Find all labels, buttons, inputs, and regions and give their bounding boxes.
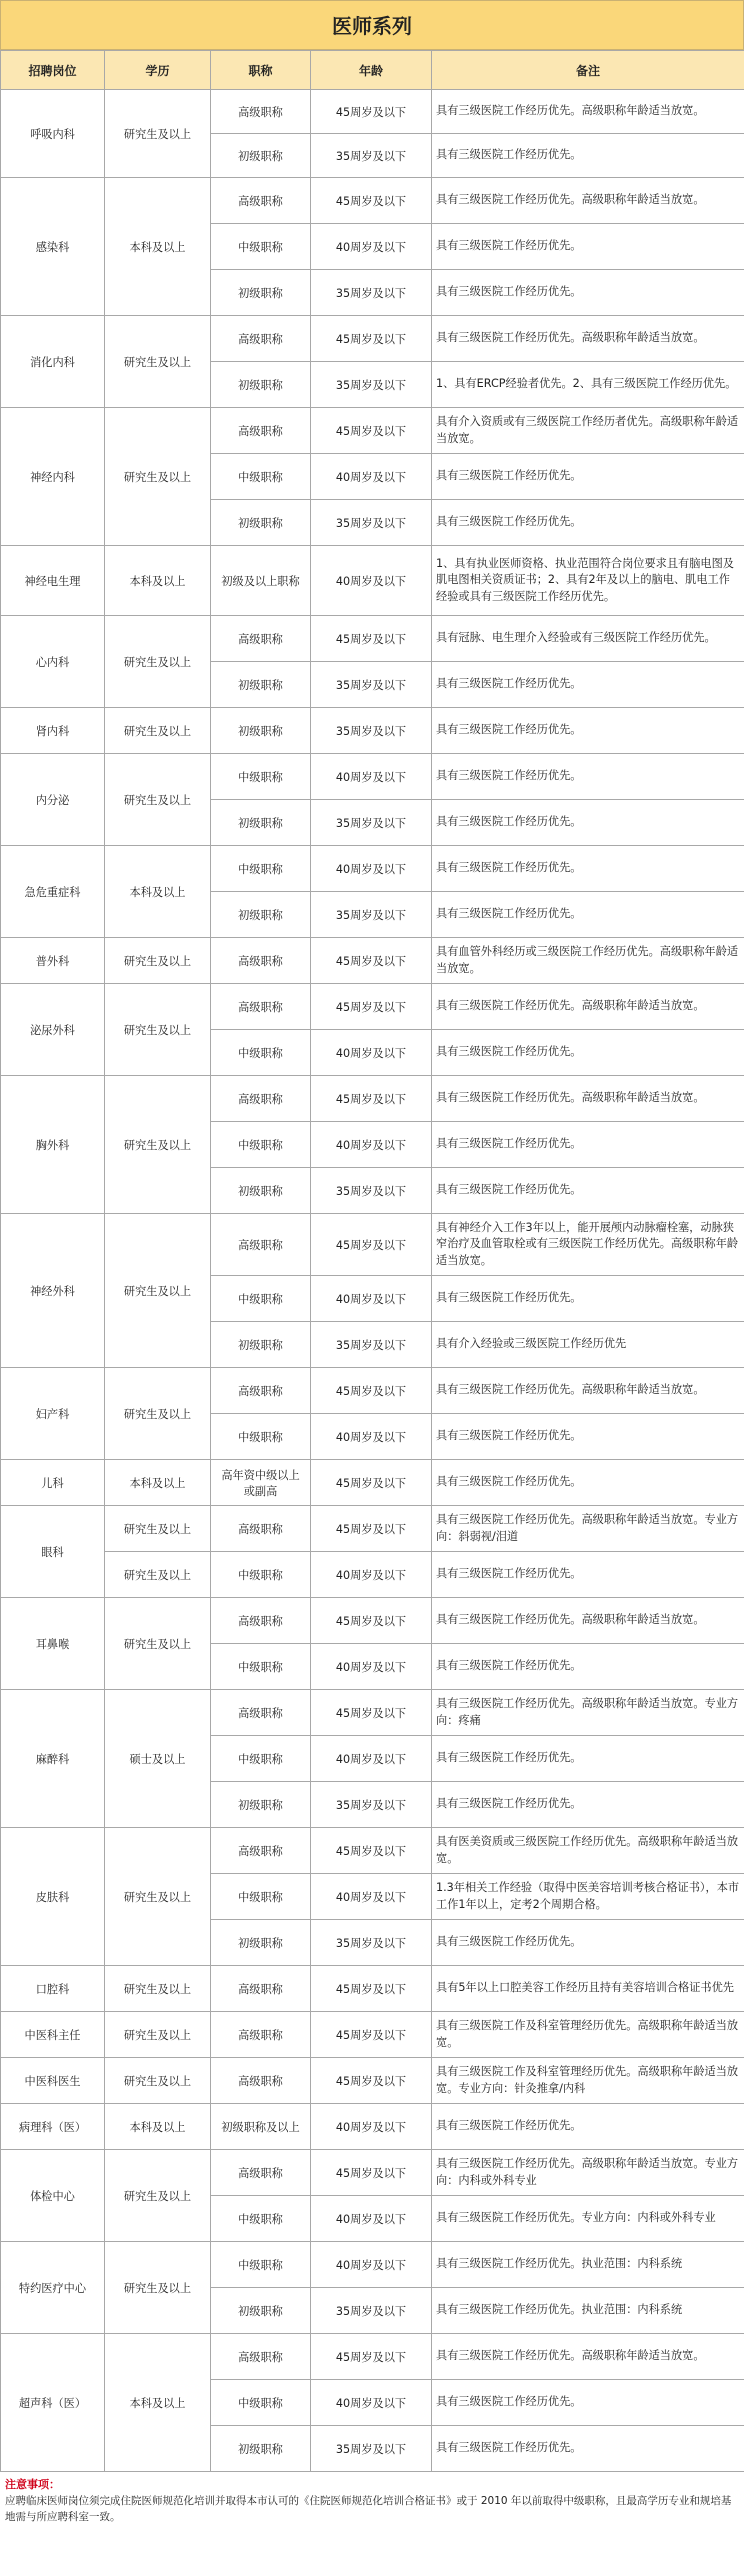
title-cell: 高级职称 [211,1076,311,1122]
table-row [1,938,744,984]
title-cell: 高年资中级以上或副高 [211,1460,311,1506]
remark-cell: 具有三级医院工作经历优先。高级职称年龄适当放宽。 [432,316,744,362]
title-cell: 高级职称 [211,2058,311,2104]
education-cell: 研究生及以上 [105,2242,211,2334]
education-cell: 研究生及以上 [105,1552,211,1598]
remark-cell: 具有三级医院工作经历优先。高级职称年龄适当放宽。 [432,984,744,1030]
remark-cell: 具有三级医院工作经历优先。执业范围：内科系统 [432,2288,744,2334]
position-cell: 超声科（医） [1,2334,105,2472]
title-cell: 高级职称 [211,1214,311,1276]
title-cell: 初级及以上职称 [211,546,311,616]
age-cell: 45周岁及以下 [311,2334,432,2380]
position-cell: 口腔科 [1,1966,105,2012]
recruitment-table [0,50,744,2472]
remark-cell: 具有三级医院工作经历优先。 [432,2380,744,2426]
table-row [1,408,744,454]
title-cell: 高级职称 [211,1828,311,1874]
remark-cell: 具有介入资质或有三级医院工作经历者优先。高级职称年龄适当放宽。 [432,408,744,454]
title-cell: 中级职称 [211,224,311,270]
position-cell: 急危重症科 [1,846,105,938]
table-row [1,1598,744,1644]
table-row [1,1506,744,1552]
education-cell: 研究生及以上 [105,1598,211,1690]
age-cell: 45周岁及以下 [311,1828,432,1874]
title-cell: 中级职称 [211,1736,311,1782]
title-cell: 中级职称 [211,1122,311,1168]
position-cell: 心内科 [1,616,105,708]
position-cell: 耳鼻喉 [1,1598,105,1690]
age-cell: 45周岁及以下 [311,984,432,1030]
age-cell: 40周岁及以下 [311,1644,432,1690]
table-row [1,616,744,662]
remark-cell: 具有医美资质或三级医院工作经历优先。高级职称年龄适当放宽。 [432,1828,744,1874]
age-cell: 40周岁及以下 [311,846,432,892]
remark-cell: 具有三级医院工作经历优先。 [432,708,744,754]
education-cell: 研究生及以上 [105,2058,211,2104]
remark-cell: 具有三级医院工作经历优先。高级职称年龄适当放宽。 [432,1598,744,1644]
remark-cell: 具有三级医院工作经历优先。 [432,892,744,938]
table-row [1,846,744,892]
title-cell: 高级职称 [211,2334,311,2380]
education-cell: 硕士及以上 [105,1690,211,1828]
remark-cell: 具有三级医院工作经历优先。 [432,454,744,500]
remark-cell: 具有三级医院工作经历优先。 [432,1276,744,1322]
title-cell: 中级职称 [211,454,311,500]
position-cell: 胸外科 [1,1076,105,1214]
age-cell: 45周岁及以下 [311,1214,432,1276]
title-cell: 初级职称 [211,270,311,316]
title-cell: 高级职称 [211,316,311,362]
age-cell: 40周岁及以下 [311,546,432,616]
remark-cell: 具有三级医院工作经历优先。 [432,1414,744,1460]
position-cell: 体检中心 [1,2150,105,2242]
table-row [1,1368,744,1414]
table-body [1,90,744,2472]
notes-text: 应聘临床医师岗位须完成住院医师规范化培训并取得本市认可的《住院医师规范化培训合格证书》或于 2010 年以前取得中级职称，且最高学历专业和规培基地需与所应聘科室一致。 [5,2495,732,2524]
header-title: 职称 [211,51,311,90]
title-cell: 高级职称 [211,616,311,662]
remark-cell: 具有三级医院工作经历优先。 [432,1030,744,1076]
age-cell: 35周岁及以下 [311,500,432,546]
header-remark: 备注 [432,51,744,90]
title-cell: 中级职称 [211,1414,311,1460]
table-row [1,546,744,616]
title-cell: 中级职称 [211,1276,311,1322]
education-cell: 研究生及以上 [105,938,211,984]
title-cell: 初级职称 [211,2426,311,2472]
title-cell: 初级职称 [211,134,311,178]
age-cell: 40周岁及以下 [311,2196,432,2242]
age-cell: 45周岁及以下 [311,178,432,224]
table-row [1,1828,744,1874]
position-cell: 皮肤科 [1,1828,105,1966]
remark-cell: 具有三级医院工作经历优先。 [432,1552,744,1598]
remark-cell: 具有三级医院工作经历优先。 [432,2104,744,2150]
remark-cell: 具有血管外科经历或三级医院工作经历优先。高级职称年龄适当放宽。 [432,938,744,984]
remark-cell: 具有三级医院工作经历优先。 [432,754,744,800]
education-cell: 研究生及以上 [105,1368,211,1460]
age-cell: 40周岁及以下 [311,1736,432,1782]
age-cell: 40周岁及以下 [311,224,432,270]
position-cell: 普外科 [1,938,105,984]
remark-cell: 具有冠脉、电生理介入经验或有三级医院工作经历优先。 [432,616,744,662]
remark-cell: 具有三级医院工作经历优先。 [432,224,744,270]
table-row [1,1214,744,1276]
header-age: 年龄 [311,51,432,90]
position-cell: 消化内科 [1,316,105,408]
remark-cell: 具有三级医院工作经历优先。执业范围：内科系统 [432,2242,744,2288]
title-cell: 初级职称 [211,800,311,846]
header-row [1,51,744,90]
title-cell: 初级职称 [211,1168,311,1214]
remark-cell: 具有三级医院工作经历优先。 [432,1168,744,1214]
title-cell: 高级职称 [211,178,311,224]
age-cell: 45周岁及以下 [311,408,432,454]
table-row [1,316,744,362]
education-cell: 本科及以上 [105,178,211,316]
table-row [1,1690,744,1736]
age-cell: 45周岁及以下 [311,90,432,134]
remark-cell: 具有三级医院工作及科室管理经历优先。高级职称年龄适当放宽。 [432,2012,744,2058]
title-cell: 初级职称 [211,708,311,754]
remark-cell: 具有三级医院工作经历优先。 [432,1122,744,1168]
notes-title: 注意事项： [5,2478,60,2491]
position-cell: 神经外科 [1,1214,105,1368]
table-row [1,708,744,754]
header-position: 招聘岗位 [1,51,105,90]
age-cell: 35周岁及以下 [311,362,432,408]
age-cell: 35周岁及以下 [311,662,432,708]
age-cell: 35周岁及以下 [311,708,432,754]
remark-cell: 具有三级医院工作经历优先。 [432,1782,744,1828]
title-cell: 高级职称 [211,2150,311,2196]
position-cell: 感染科 [1,178,105,316]
remark-cell: 具有三级医院工作经历优先。高级职称年龄适当放宽。 [432,1076,744,1122]
position-cell: 妇产科 [1,1368,105,1460]
remark-cell: 具有三级医院工作经历优先。 [432,846,744,892]
age-cell: 45周岁及以下 [311,1506,432,1552]
title-cell: 中级职称 [211,2242,311,2288]
sheet-title: 医师系列 [0,0,744,50]
remark-cell: 具有三级医院工作经历优先。 [432,1644,744,1690]
education-cell: 研究生及以上 [105,708,211,754]
age-cell: 45周岁及以下 [311,2150,432,2196]
education-cell: 研究生及以上 [105,616,211,708]
position-cell: 中医科主任 [1,2012,105,2058]
title-cell: 中级职称 [211,1030,311,1076]
title-cell: 中级职称 [211,1874,311,1920]
remark-cell: 具有三级医院工作经历优先。 [432,662,744,708]
table-row [1,2012,744,2058]
position-cell: 神经电生理 [1,546,105,616]
title-cell: 高级职称 [211,1690,311,1736]
age-cell: 35周岁及以下 [311,134,432,178]
age-cell: 40周岁及以下 [311,1552,432,1598]
position-cell: 麻醉科 [1,1690,105,1828]
education-cell: 研究生及以上 [105,408,211,546]
remark-cell: 具有三级医院工作经历优先。高级职称年龄适当放宽。 [432,1368,744,1414]
table-row [1,1966,744,2012]
table-row [1,2334,744,2380]
education-cell: 本科及以上 [105,2334,211,2472]
title-cell: 初级职称 [211,1920,311,1966]
title-cell: 中级职称 [211,754,311,800]
table-row [1,178,744,224]
age-cell: 45周岁及以下 [311,1966,432,2012]
age-cell: 45周岁及以下 [311,938,432,984]
title-cell: 初级职称 [211,1322,311,1368]
education-cell: 研究生及以上 [105,2150,211,2242]
education-cell: 本科及以上 [105,1460,211,1506]
title-cell: 高级职称 [211,90,311,134]
table-row [1,754,744,800]
position-cell: 眼科 [1,1506,105,1598]
age-cell: 40周岁及以下 [311,1874,432,1920]
remark-cell: 具有三级医院工作经历优先。 [432,1736,744,1782]
age-cell: 40周岁及以下 [311,2380,432,2426]
position-cell: 病理科（医） [1,2104,105,2150]
remark-cell: 具有三级医院工作经历优先。高级职称年龄适当放宽。 [432,2334,744,2380]
age-cell: 40周岁及以下 [311,2242,432,2288]
position-cell: 儿科 [1,1460,105,1506]
remark-cell: 具有5年以上口腔美容工作经历且持有美容培训合格证书优先 [432,1966,744,2012]
age-cell: 40周岁及以下 [311,754,432,800]
title-cell: 高级职称 [211,1598,311,1644]
position-cell: 内分泌 [1,754,105,846]
age-cell: 40周岁及以下 [311,454,432,500]
title-cell: 初级职称 [211,500,311,546]
table-row [1,90,744,134]
position-cell: 呼吸内科 [1,90,105,178]
age-cell: 35周岁及以下 [311,892,432,938]
position-cell: 神经内科 [1,408,105,546]
table-row [1,2242,744,2288]
age-cell: 35周岁及以下 [311,1920,432,1966]
remark-cell: 具有三级医院工作经历优先。高级职称年龄适当放宽。专业方向：内科或外科专业 [432,2150,744,2196]
education-cell: 本科及以上 [105,2104,211,2150]
age-cell: 45周岁及以下 [311,616,432,662]
title-cell: 初级职称 [211,1782,311,1828]
table-row [1,1552,744,1598]
remark-cell: 具有三级医院工作经历优先。 [432,134,744,178]
education-cell: 本科及以上 [105,546,211,616]
title-cell: 中级职称 [211,1644,311,1690]
age-cell: 45周岁及以下 [311,1460,432,1506]
age-cell: 40周岁及以下 [311,1122,432,1168]
age-cell: 45周岁及以下 [311,2012,432,2058]
title-cell: 初级职称 [211,2288,311,2334]
age-cell: 35周岁及以下 [311,2288,432,2334]
age-cell: 35周岁及以下 [311,270,432,316]
remark-cell: 具有三级医院工作经历优先。 [432,500,744,546]
table-row [1,1076,744,1122]
education-cell: 本科及以上 [105,846,211,938]
remark-cell: 具有三级医院工作经历优先。 [432,1460,744,1506]
age-cell: 40周岁及以下 [311,1276,432,1322]
education-cell: 研究生及以上 [105,984,211,1076]
table-row [1,2104,744,2150]
education-cell: 研究生及以上 [105,1076,211,1214]
remark-cell: 具有三级医院工作经历优先。高级职称年龄适当放宽。专业方向：斜弱视/泪道 [432,1506,744,1552]
title-cell: 中级职称 [211,2196,311,2242]
remark-cell: 具有三级医院工作及科室管理经历优先。高级职称年龄适当放宽。专业方向：针灸推拿/内科 [432,2058,744,2104]
title-cell: 中级职称 [211,846,311,892]
remark-cell: 具有三级医院工作经历优先。高级职称年龄适当放宽。专业方向：疼痛 [432,1690,744,1736]
remark-cell: 具有三级医院工作经历优先。 [432,270,744,316]
age-cell: 45周岁及以下 [311,1076,432,1122]
age-cell: 45周岁及以下 [311,1368,432,1414]
title-cell: 高级职称 [211,984,311,1030]
title-cell: 初级职称 [211,892,311,938]
remark-cell: 1.3年相关工作经验（取得中医美容培训考核合格证书），本市工作1年以上，定考2个周期合格。 [432,1874,744,1920]
education-cell: 研究生及以上 [105,90,211,178]
title-cell: 高级职称 [211,1506,311,1552]
age-cell: 35周岁及以下 [311,800,432,846]
remark-cell: 具有三级医院工作经历优先。高级职称年龄适当放宽。 [432,90,744,134]
education-cell: 研究生及以上 [105,1506,211,1552]
age-cell: 40周岁及以下 [311,1414,432,1460]
age-cell: 35周岁及以下 [311,1782,432,1828]
remark-cell: 具有神经介入工作3年以上，能开展颅内动脉瘤栓塞，动脉狭窄治疗及血管取栓或有三级医院工作经历优先。高级职称年龄适当放宽。 [432,1214,744,1276]
education-cell: 研究生及以上 [105,316,211,408]
education-cell: 研究生及以上 [105,1214,211,1368]
age-cell: 45周岁及以下 [311,1598,432,1644]
age-cell: 35周岁及以下 [311,2426,432,2472]
table-row [1,1460,744,1506]
title-cell: 高级职称 [211,408,311,454]
remark-cell: 具有三级医院工作经历优先。 [432,2426,744,2472]
title-cell: 高级职称 [211,2012,311,2058]
title-cell: 高级职称 [211,1966,311,2012]
title-cell: 中级职称 [211,1552,311,1598]
position-cell: 泌尿外科 [1,984,105,1076]
title-cell: 高级职称 [211,1368,311,1414]
table-row [1,2150,744,2196]
title-cell: 初级职称 [211,362,311,408]
remark-cell: 具有三级医院工作经历优先。专业方向：内科或外科专业 [432,2196,744,2242]
education-cell: 研究生及以上 [105,1966,211,2012]
remark-cell: 具有介入经验或三级医院工作经历优先 [432,1322,744,1368]
table-row [1,2058,744,2104]
age-cell: 40周岁及以下 [311,2104,432,2150]
education-cell: 研究生及以上 [105,754,211,846]
age-cell: 45周岁及以下 [311,316,432,362]
age-cell: 45周岁及以下 [311,1690,432,1736]
age-cell: 45周岁及以下 [311,2058,432,2104]
table-row [1,984,744,1030]
remark-cell: 1、具有执业医师资格、执业范围符合岗位要求且有脑电图及肌电图相关资质证书；2、具有2年及以上的脑电、肌电工作经验或具有三级医院工作经历优先。 [432,546,744,616]
title-cell: 初级职称 [211,662,311,708]
header-education: 学历 [105,51,211,90]
age-cell: 40周岁及以下 [311,1030,432,1076]
education-cell: 研究生及以上 [105,1828,211,1966]
title-cell: 中级职称 [211,2380,311,2426]
education-cell: 研究生及以上 [105,2012,211,2058]
notes-section [0,2472,744,2526]
position-cell: 特约医疗中心 [1,2242,105,2334]
title-cell: 高级职称 [211,938,311,984]
position-cell: 肾内科 [1,708,105,754]
remark-cell: 具有三级医院工作经历优先。 [432,800,744,846]
age-cell: 35周岁及以下 [311,1168,432,1214]
remark-cell: 1、具有ERCP经验者优先。2、具有三级医院工作经历优先。 [432,362,744,408]
age-cell: 35周岁及以下 [311,1322,432,1368]
position-cell: 中医科医生 [1,2058,105,2104]
title-cell: 初级职称及以上 [211,2104,311,2150]
remark-cell: 具有三级医院工作经历优先。 [432,1920,744,1966]
remark-cell: 具有三级医院工作经历优先。高级职称年龄适当放宽。 [432,178,744,224]
